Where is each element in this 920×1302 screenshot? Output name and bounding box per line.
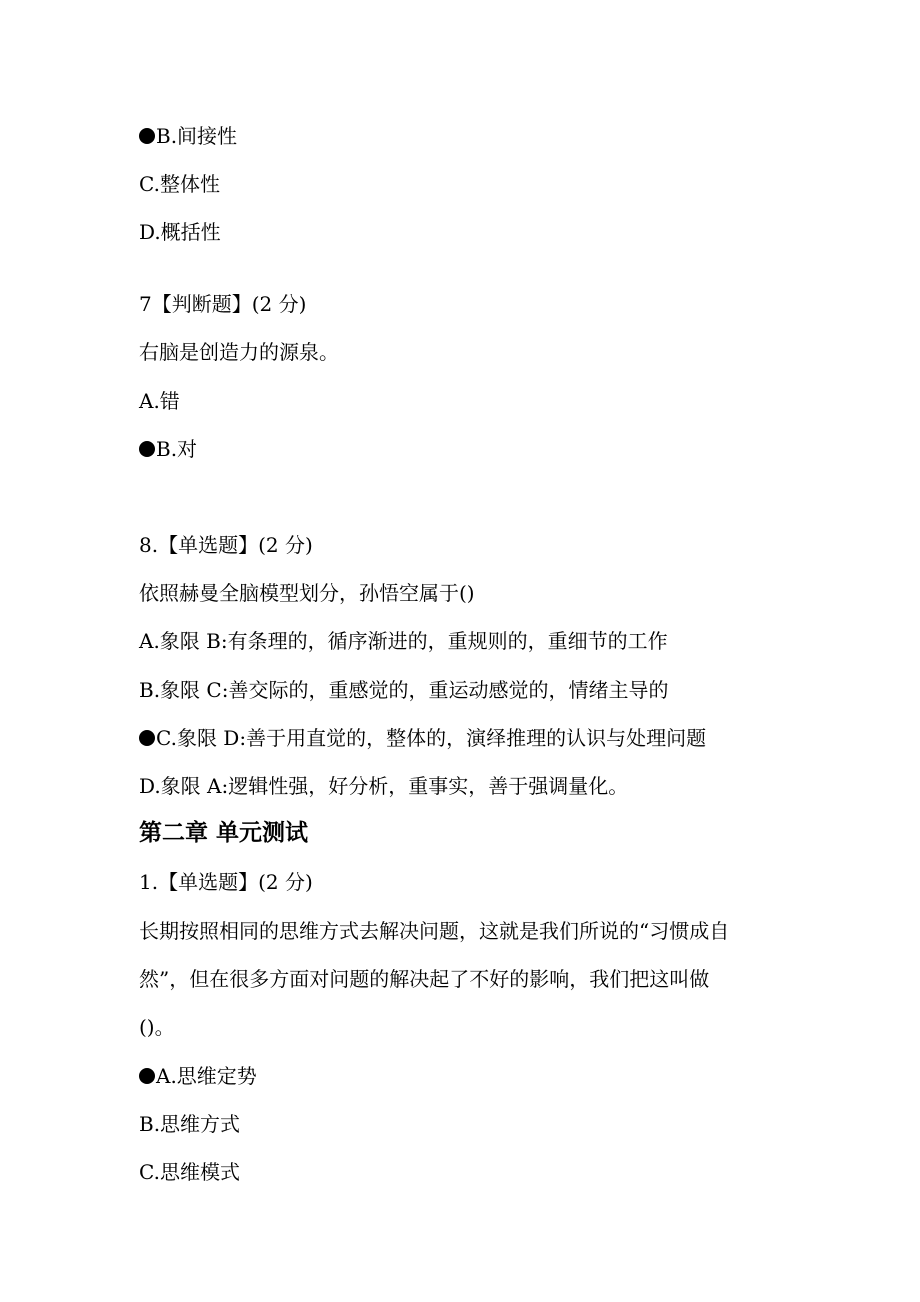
ch2-q1-header: 1.【单选题】(2 分) bbox=[139, 870, 313, 894]
q7-stem: 右脑是创造力的源泉。 bbox=[139, 340, 339, 364]
ch2-q1-option-a: A.思维定势 bbox=[139, 1062, 257, 1090]
q8-option-d: D.象限 A:逻辑性强，好分析，重事实，善于强调量化。 bbox=[139, 774, 629, 798]
selected-answer-dot-icon bbox=[139, 730, 155, 746]
ch2-q1-option-b: B.思维方式 bbox=[139, 1112, 241, 1136]
q6-option-c: C.整体性 bbox=[139, 172, 220, 196]
q6-option-b: B.间接性 bbox=[139, 122, 237, 150]
q6-option-d: D.概括性 bbox=[139, 220, 221, 244]
selected-answer-dot-icon bbox=[139, 441, 155, 457]
q7-header: 7【判断题】(2 分) bbox=[139, 292, 307, 316]
ch2-q1-stem-line-1: 长期按照相同的思维方式去解决问题，这就是我们所说的“习惯成自 bbox=[139, 919, 730, 943]
selected-answer-dot-icon bbox=[139, 1068, 155, 1084]
q8-header: 8.【单选题】(2 分) bbox=[139, 533, 313, 557]
q8-option-a: A.象限 B:有条理的，循序渐进的，重规则的，重细节的工作 bbox=[139, 629, 668, 653]
ch2-q1-stem-line-2: 然”，但在很多方面对问题的解决起了不好的影响，我们把这叫做 bbox=[139, 967, 710, 991]
ch2-q1-stem-line-3: ()。 bbox=[139, 1015, 175, 1039]
q8-stem: 依照赫曼全脑模型划分，孙悟空属于() bbox=[139, 581, 475, 605]
q7-option-a: A.错 bbox=[139, 389, 180, 413]
q8-option-c: C.象限 D:善于用直觉的，整体的，演绎推理的认识与处理问题 bbox=[139, 724, 706, 752]
chapter-title: 第二章 单元测试 bbox=[139, 820, 309, 846]
q8-option-b: B.象限 C:善交际的，重感觉的，重运动感觉的，情绪主导的 bbox=[139, 678, 669, 702]
ch2-q1-option-c: C.思维模式 bbox=[139, 1160, 240, 1184]
q7-option-b: B.对 bbox=[139, 435, 197, 463]
selected-answer-dot-icon bbox=[139, 128, 155, 144]
